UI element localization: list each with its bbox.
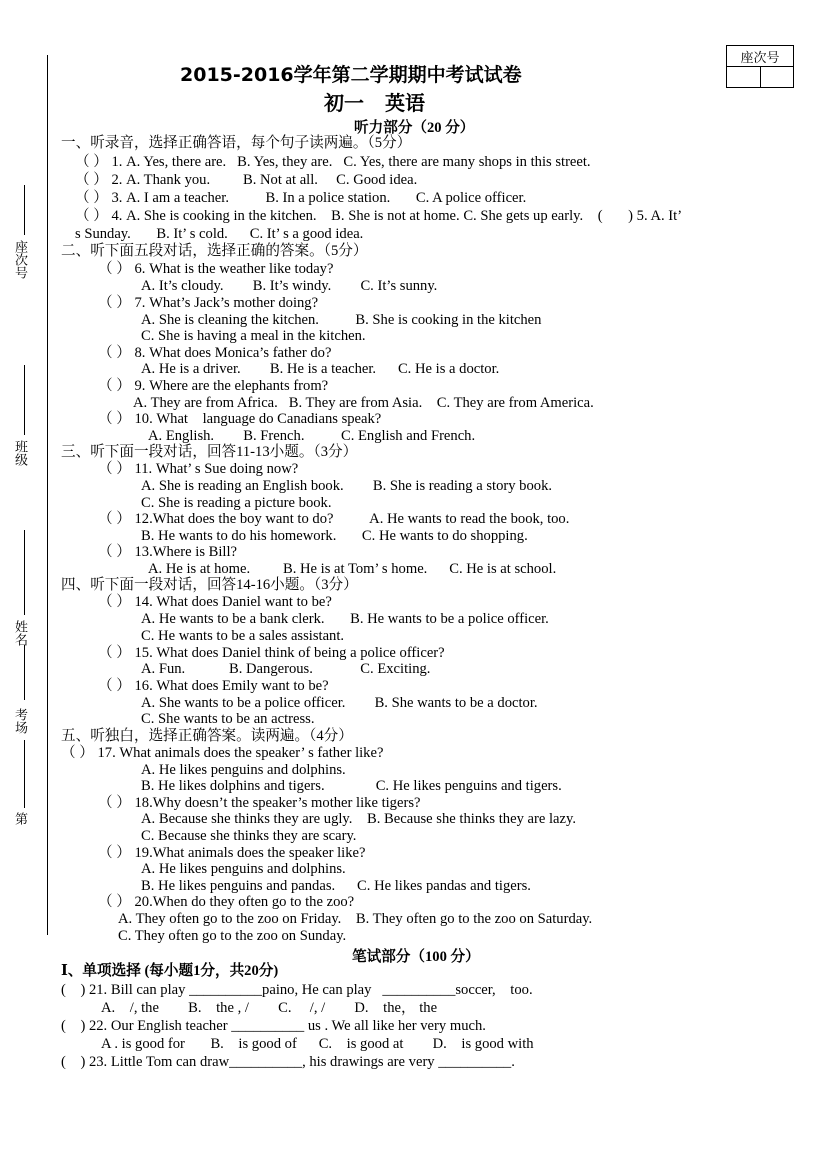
option-line: C. She is reading a picture book.: [141, 495, 332, 511]
option-line: A. She is cleaning the kitchen. B. She is cooking in the kitchen: [141, 312, 542, 328]
listening-heading: 听力部分（20 分）: [354, 120, 475, 136]
section-heading: 四、听下面一段对话，回答14-16小题。（3分）: [61, 577, 358, 593]
option-line: C. She is having a meal in the kitchen.: [141, 328, 366, 344]
question-line: （ ） 18.Why doesn’t the speaker’s mother like tigers?: [98, 795, 421, 811]
margin-blank-no[interactable]: [24, 740, 25, 808]
seat-number-cell[interactable]: [727, 67, 761, 88]
option-line: A. /, the B. the , / C. /, / D. the， the: [101, 1000, 438, 1016]
question-line: （ ） 16. What does Emily want to be?: [98, 678, 329, 694]
section-heading: Ⅰ、单项选择 (每小题1分，共20分): [61, 963, 279, 979]
margin-blank-name[interactable]: [24, 530, 25, 615]
question-line: （ ） 11. What’ s Sue doing now?: [98, 461, 299, 477]
option-line: C. She wants to be an actress.: [141, 711, 315, 727]
option-line: B. He wants to do his homework. C. He wants to do shopping.: [141, 528, 528, 544]
option-line: B. He likes dolphins and tigers. C. He likes penguins and tigers.: [141, 778, 562, 794]
option-line: B. He likes penguins and pandas. C. He likes pandas and tigers.: [141, 878, 531, 894]
question-line: （ ） 12.What does the boy want to do? A. He wants to read the book, too.: [98, 511, 570, 527]
question-line: ( ) 22. Our English teacher __________ us . We all like her very much.: [61, 1018, 486, 1034]
option-line: A. It’s cloudy. B. It’s windy. C. It’s sunny.: [141, 278, 438, 294]
option-line: A . is good for B. is good of C. is good at D. is good with: [101, 1036, 534, 1052]
option-line: A. Because she thinks they are ugly. B. Because she thinks they are lazy.: [141, 811, 576, 827]
margin-blank-room[interactable]: [24, 645, 25, 700]
margin-label-seat: 座次号: [12, 240, 27, 279]
question-line: （ ） 9. Where are the elephants from?: [98, 378, 329, 394]
option-line: C. He wants to be a sales assistant.: [141, 628, 345, 644]
question-line: （ ） 3. A. I am a teacher. B. In a police station. C. A police officer.: [75, 190, 527, 206]
question-line: （ ） 20.When do they often go to the zoo?: [98, 894, 355, 910]
option-line: s Sunday. B. It’ s cold. C. It’ s a good idea.: [75, 226, 364, 242]
question-line: （ ） 7. What’s Jack’s mother doing?: [98, 295, 319, 311]
option-line: A. He is at home. B. He is at Tom’ s home. C. He is at school.: [148, 561, 557, 577]
section-heading: 三、听下面一段对话，回答11-13小题。（3分）: [61, 444, 358, 460]
margin-label-class: 班级: [12, 440, 27, 466]
option-line: A. Fun. B. Dangerous. C. Exciting.: [141, 661, 431, 677]
option-line: A. He likes penguins and dolphins.: [141, 861, 346, 877]
option-line: A. He wants to be a bank clerk. B. He wants to be a police officer.: [141, 611, 549, 627]
margin-label-no: 第: [12, 812, 27, 825]
seat-number-label: 座次号: [727, 46, 794, 67]
option-line: A. He is a driver. B. He is a teacher. C. He is a doctor.: [141, 361, 500, 377]
question-line: （ ） 6. What is the weather like today?: [98, 261, 334, 277]
binding-line: [47, 55, 48, 935]
section-heading: 二、听下面五段对话，选择正确的答案。（5分）: [61, 243, 368, 259]
question-line: （ ） 14. What does Daniel want to be?: [98, 594, 332, 610]
option-line: A. She wants to be a police officer. B. She wants to be a doctor.: [141, 695, 538, 711]
question-line: （ ） 17. What animals does the speaker’ s father like?: [61, 745, 384, 761]
section-heading: 一、听录音，选择正确答语，每个句子读两遍。（5分）: [61, 135, 412, 151]
seat-number-cell[interactable]: [760, 67, 794, 88]
exam-title: 2015-2016学年第二学期期中考试试卷: [180, 64, 522, 86]
question-line: （ ） 2. A. Thank you. B. Not at all. C. Good idea.: [75, 172, 418, 188]
question-line: （ ） 15. What does Daniel think of being a police officer?: [98, 645, 445, 661]
question-line: （ ） 8. What does Monica’s father do?: [98, 345, 332, 361]
option-line: A. They often go to the zoo on Friday. B. They often go to the zoo on Saturday.: [118, 911, 593, 927]
question-line: （ ） 10. What language do Canadians speak?: [98, 411, 382, 427]
margin-blank-seat[interactable]: [24, 185, 25, 235]
option-line: C. They often go to the zoo on Sunday.: [118, 928, 347, 944]
exam-subtitle: 初一 英语: [324, 91, 425, 115]
question-line: （ ） 4. A. She is cooking in the kitchen. B. She is not at home. C. She gets up early. ( ) 5. A. It’: [75, 208, 683, 224]
margin-label-room: 考场: [12, 708, 27, 734]
option-line: A. She is reading an English book. B. She is reading a story book.: [141, 478, 553, 494]
section-heading: 五、听独白，选择正确答案。读两遍。（4分）: [61, 728, 353, 744]
margin-label-name: 姓名: [12, 620, 27, 646]
question-line: ( ) 23. Little Tom can draw__________, his drawings are very __________.: [61, 1054, 515, 1070]
option-line: C. Because she thinks they are scary.: [141, 828, 357, 844]
question-line: （ ） 1. A. Yes, there are. B. Yes, they are. C. Yes, there are many shops in this street.: [75, 154, 591, 170]
option-line: A. English. B. French. C. English and French.: [148, 428, 476, 444]
question-line: ( ) 21. Bill can play __________paino, He can play __________soccer, too.: [61, 982, 533, 998]
option-line: A. They are from Africa. B. They are from Asia. C. They are from America.: [133, 395, 594, 411]
margin-blank-class[interactable]: [24, 365, 25, 435]
writing-heading: 笔试部分（100 分）: [352, 949, 480, 965]
question-line: （ ） 13.Where is Bill?: [98, 544, 238, 560]
question-line: （ ） 19.What animals does the speaker like?: [98, 845, 366, 861]
option-line: A. He likes penguins and dolphins.: [141, 762, 346, 778]
seat-number-box: [726, 45, 794, 88]
